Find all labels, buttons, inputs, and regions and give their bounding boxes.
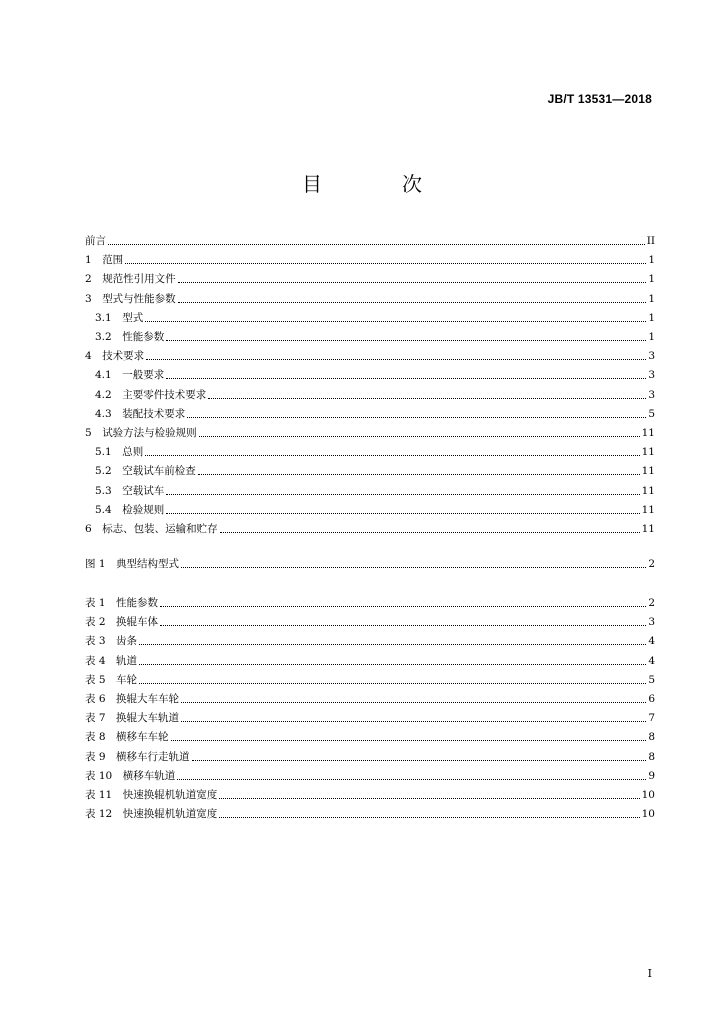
entry-label: 一般要求 — [122, 369, 165, 382]
entry-number: 5.2 — [95, 465, 123, 478]
entry-label: 前言 — [85, 235, 106, 247]
entry-label: 齿条 — [116, 635, 138, 648]
entry-page: 11 — [641, 523, 655, 535]
dot-leader — [181, 566, 646, 568]
entry-label: 轨道 — [116, 654, 138, 667]
entry-label: 空载试车 — [122, 484, 165, 497]
standard-number: JB/T 13531—2018 — [547, 92, 652, 106]
dot-leader — [166, 377, 646, 379]
table-entry[interactable] — [85, 649, 655, 667]
dot-leader — [160, 605, 646, 607]
toc-entry[interactable] — [85, 229, 655, 247]
dot-leader — [139, 643, 646, 645]
dot-leader — [178, 281, 647, 283]
entry-label: 标志、包装、运输和贮存 — [102, 523, 218, 535]
entry-number: 表 3 — [85, 635, 117, 648]
entry-page: 10 — [641, 789, 655, 801]
entry-page: 10 — [641, 808, 655, 821]
entry-page: 3 — [648, 369, 655, 382]
dot-leader — [171, 739, 647, 741]
dot-leader — [220, 531, 640, 533]
dot-leader — [139, 663, 646, 665]
table-entry[interactable] — [85, 783, 655, 801]
table-entry[interactable] — [85, 802, 655, 820]
entry-label: 换辊大车轨道 — [116, 712, 180, 725]
dot-leader — [198, 473, 640, 475]
entry-number: 5 — [85, 427, 103, 439]
entry-label: 快速换辊机轨道宽度 — [122, 808, 218, 821]
entry-page: 1 — [648, 311, 655, 324]
entry-number: 1 — [85, 254, 103, 267]
entry-number: 表 1 — [85, 597, 117, 609]
entry-label: 规范性引用文件 — [102, 273, 176, 286]
dot-leader — [145, 454, 639, 456]
entry-page: 3 — [648, 616, 655, 629]
entry-page: 1 — [648, 331, 655, 343]
entry-number: 5.4 — [95, 503, 123, 516]
dot-leader — [166, 512, 639, 514]
entry-number: 表 12 — [85, 808, 123, 821]
toc-entry[interactable] — [95, 459, 655, 477]
entry-number: 3.2 — [95, 331, 123, 343]
entry-page: 8 — [648, 750, 655, 763]
entry-page: 3 — [648, 350, 655, 363]
entry-number: 3 — [85, 292, 103, 305]
entry-label: 换辊大车车轮 — [116, 693, 180, 705]
entry-number: 4.2 — [95, 388, 123, 401]
toc-entry[interactable] — [95, 440, 655, 458]
entry-number: 2 — [85, 273, 103, 286]
page-title: 目 次 — [302, 172, 452, 196]
figure-entry[interactable] — [85, 552, 655, 570]
entry-page: 2 — [648, 558, 655, 570]
entry-label: 技术要求 — [102, 350, 145, 363]
entry-page: 11 — [641, 427, 655, 439]
entry-number: 表 7 — [85, 712, 117, 725]
entry-label: 试验方法与检验规则 — [102, 427, 197, 439]
dot-leader — [160, 624, 646, 626]
entry-page: 4 — [648, 635, 655, 648]
table-entry[interactable] — [85, 706, 655, 724]
entry-number: 表 5 — [85, 673, 117, 686]
dot-leader — [177, 778, 646, 780]
entry-label: 范围 — [102, 254, 124, 267]
entry-label: 装配技术要求 — [122, 407, 186, 420]
entry-page: 11 — [641, 465, 655, 478]
entry-page: 2 — [648, 597, 655, 609]
entry-page: 11 — [641, 446, 655, 459]
table-entry[interactable] — [85, 687, 655, 705]
entry-number: 表 10 — [85, 769, 123, 782]
dot-leader — [145, 320, 646, 322]
table-entry[interactable] — [85, 610, 655, 628]
toc-entry[interactable] — [85, 248, 655, 266]
entry-number: 表 11 — [85, 789, 123, 801]
entry-label: 主要零件技术要求 — [122, 388, 207, 401]
dot-leader — [178, 301, 647, 303]
entry-number: 3.1 — [95, 311, 123, 324]
entry-page: 1 — [648, 292, 655, 305]
dot-leader — [139, 682, 646, 684]
entry-number: 表 2 — [85, 616, 117, 629]
dot-leader — [219, 816, 639, 818]
table-entry[interactable] — [85, 725, 655, 743]
dot-leader — [125, 262, 646, 264]
table-entry[interactable] — [85, 591, 655, 609]
dot-leader — [219, 797, 639, 799]
entry-page: 9 — [648, 769, 655, 782]
table-entry[interactable] — [85, 764, 655, 782]
entry-page: 8 — [648, 731, 655, 744]
entry-page: 5 — [648, 673, 655, 686]
entry-number: 表 6 — [85, 693, 117, 705]
table-entry[interactable] — [85, 745, 655, 763]
toc-entry[interactable] — [95, 363, 655, 381]
entry-label: 车轮 — [116, 673, 138, 686]
toc-entry[interactable] — [85, 421, 655, 439]
toc-entry[interactable] — [85, 287, 655, 305]
toc-entry[interactable] — [85, 267, 655, 285]
entry-label: 性能参数 — [122, 331, 165, 343]
entry-label: 性能参数 — [116, 597, 159, 609]
dot-leader — [192, 759, 647, 761]
entry-page: 4 — [648, 654, 655, 667]
table-entry[interactable] — [85, 668, 655, 686]
entry-number: 5.1 — [95, 446, 123, 459]
entry-page: 1 — [648, 273, 655, 286]
entry-number: 图 1 — [85, 558, 117, 570]
entry-label: 换辊车体 — [116, 616, 159, 629]
dot-leader — [187, 416, 646, 418]
entry-number: 表 8 — [85, 731, 117, 744]
entry-page: 11 — [641, 503, 655, 516]
entry-label: 检验规则 — [122, 503, 165, 516]
entry-page: 11 — [641, 484, 655, 497]
page-number: I — [647, 967, 652, 980]
entry-label: 型式 — [122, 311, 144, 324]
entry-number: 4.3 — [95, 407, 123, 420]
toc-entry[interactable] — [95, 479, 655, 497]
dot-leader — [208, 397, 646, 399]
toc-entry[interactable] — [85, 517, 655, 535]
entry-number: 表 4 — [85, 654, 117, 667]
entry-number: 表 9 — [85, 750, 117, 763]
entry-page: 7 — [648, 712, 655, 725]
toc-entry[interactable] — [95, 498, 655, 516]
dot-leader — [166, 493, 639, 495]
toc-entry[interactable] — [95, 325, 655, 343]
entry-label: 横移车车轮 — [116, 731, 169, 744]
dot-leader — [181, 720, 646, 722]
entry-number: 4 — [85, 350, 103, 363]
entry-page: 6 — [648, 693, 655, 705]
entry-label: 典型结构型式 — [116, 558, 180, 570]
entry-page: 3 — [648, 388, 655, 401]
entry-number: 5.3 — [95, 484, 123, 497]
toc-entry[interactable] — [95, 402, 655, 420]
entry-page: 1 — [648, 254, 655, 267]
entry-number: 4.1 — [95, 369, 123, 382]
table-entry[interactable] — [85, 629, 655, 647]
dot-leader — [146, 358, 646, 360]
entry-label: 型式与性能参数 — [102, 292, 176, 305]
toc-entry[interactable] — [95, 306, 655, 324]
entry-page: II — [646, 235, 655, 247]
dot-leader — [181, 701, 646, 703]
toc-entry[interactable] — [85, 344, 655, 362]
toc-entry[interactable] — [95, 383, 655, 401]
entry-label: 横移车行走轨道 — [116, 750, 190, 763]
entry-label: 空载试车前检查 — [122, 465, 196, 478]
dot-leader — [199, 435, 640, 437]
entry-number: 6 — [85, 523, 103, 535]
dot-leader — [108, 243, 645, 245]
dot-leader — [166, 339, 646, 341]
entry-label: 横移车轨道 — [122, 769, 176, 782]
entry-page: 5 — [648, 407, 655, 420]
entry-label: 总则 — [122, 446, 144, 459]
entry-label: 快速换辊机轨道宽度 — [122, 789, 218, 801]
